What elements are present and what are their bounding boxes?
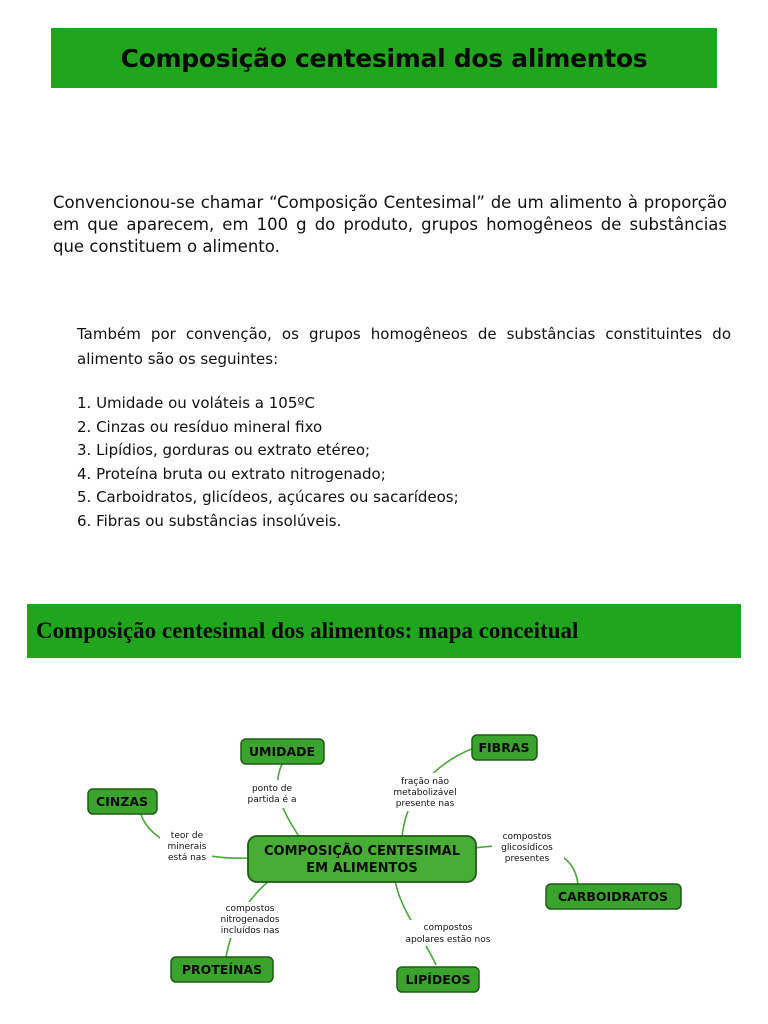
list-item: 2. Cinzas ou resíduo mineral fixo (77, 417, 323, 436)
edge-label-proteinas (212, 902, 290, 938)
concept-map (0, 700, 768, 1010)
svg-text:minerais: minerais (167, 842, 207, 852)
svg-text:presentes: presentes (504, 854, 550, 864)
edge-label-lipideos (398, 920, 498, 946)
convention-paragraph: Também por convenção, os grupos homogêneos de substâncias constituintes do alimento são os seguintes: (77, 325, 731, 368)
node-cinzas (88, 789, 157, 814)
svg-text:FIBRAS: FIBRAS (478, 740, 530, 755)
svg-text:incluídos nas: incluídos nas (220, 926, 280, 936)
node-umidade (241, 739, 324, 764)
svg-text:CINZAS: CINZAS (95, 794, 149, 809)
node-lipideos (397, 967, 479, 992)
list-item: 3. Lipídios, gorduras ou extrato etéreo; (77, 441, 371, 459)
svg-text:fração não: fração não (401, 777, 449, 787)
svg-text:teor de: teor de (170, 831, 204, 841)
node-fibras (472, 735, 537, 760)
svg-text:compostos: compostos (225, 904, 275, 914)
edge-label-umidade (240, 780, 302, 808)
page-title: Composição centesimal dos alimentos (120, 43, 648, 73)
svg-text:apolares estão nos: apolares estão nos (405, 935, 491, 945)
svg-text:UMIDADE: UMIDADE (248, 744, 316, 759)
svg-text:está nas: está nas (167, 853, 207, 863)
list-item: 4. Proteína bruta ou extrato nitrogenado; (77, 464, 386, 483)
svg-text:LIPÍDEOS: LIPÍDEOS (405, 972, 471, 987)
node-composicao-centesimal (248, 836, 476, 882)
section-banner (27, 604, 741, 658)
svg-text:COMPOSIÇÃO CENTESIMAL: COMPOSIÇÃO CENTESIMAL (263, 844, 461, 859)
svg-text:glicosídicos: glicosídicos (501, 843, 553, 853)
groups-list (77, 392, 459, 533)
section-title: Composição centesimal dos alimentos: mapa conceitual (36, 618, 579, 643)
svg-text:ponto de: ponto de (251, 784, 293, 794)
node-carboidratos (546, 884, 681, 909)
edge-label-carboidratos (492, 830, 564, 866)
list-item: 1. Umidade ou voláteis a 105ºC (77, 394, 315, 412)
svg-text:metabolizável: metabolizável (393, 788, 457, 798)
list-item: 5. Carboidratos, glicídeos, açúcares ou sacarídeos; (77, 488, 459, 506)
intro-paragraph: Convencionou-se chamar “Composição Centesimal” de um alimento à proporção em que aparecem, em 100 g do produto, grupos homogêneos de substâncias que constituem o alimento. (53, 193, 727, 256)
title-banner (51, 28, 717, 88)
node-proteinas (171, 957, 273, 982)
svg-text:PROTEÍNAS: PROTEÍNAS (181, 962, 263, 977)
svg-text:presente nas: presente nas (395, 799, 455, 809)
edge-label-fibras (389, 773, 461, 811)
svg-text:nitrogenados: nitrogenados (220, 915, 280, 925)
svg-text:compostos: compostos (502, 832, 552, 842)
edge-label-cinzas (160, 828, 212, 866)
list-item: 6. Fibras ou substâncias insolúveis. (77, 511, 342, 530)
svg-text:compostos: compostos (423, 923, 473, 933)
svg-text:CARBOIDRATOS: CARBOIDRATOS (557, 889, 669, 904)
svg-text:EM ALIMENTOS: EM ALIMENTOS (306, 861, 418, 876)
svg-text:partida é a: partida é a (247, 795, 297, 805)
